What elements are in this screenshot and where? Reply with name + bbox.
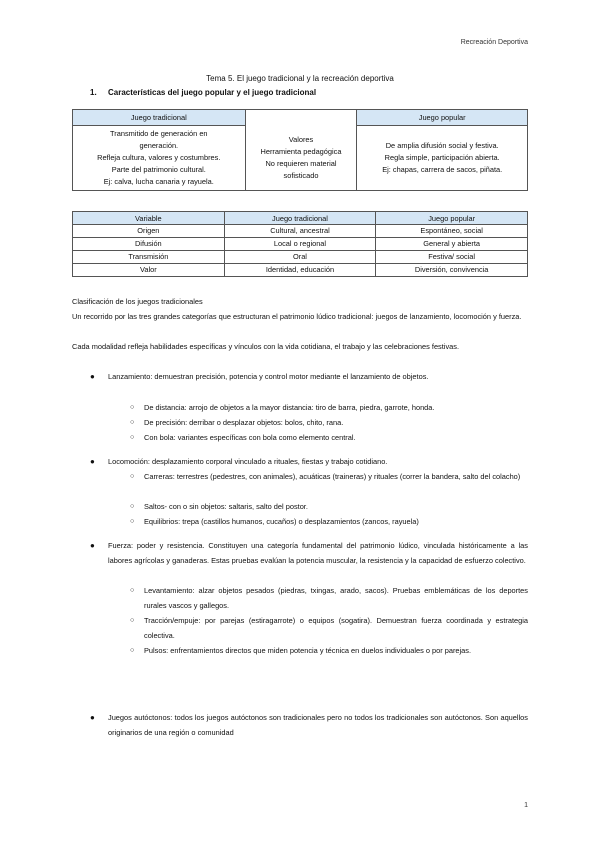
table1-line: generación. [139, 141, 179, 150]
table2-header: Juego tradicional [224, 212, 376, 225]
table2-cell: Espontáneo, social [376, 225, 528, 238]
circle-bullet-icon: ○ [130, 617, 135, 624]
table2-cell: Local o regional [224, 238, 376, 251]
table1-line: Parte del patrimonio cultural. [111, 165, 206, 174]
sub-item-text: Saltos- con o sin objetos: saltaris, salto del postor. [144, 502, 308, 511]
circle-bullet-icon: ○ [130, 518, 135, 525]
table1-line: Ej: chapas, carrera de sacos, piñata. [382, 165, 503, 174]
table1-header-tradicional: Juego tradicional [73, 110, 246, 126]
table-row [73, 264, 528, 277]
circle-bullet-icon: ○ [130, 419, 135, 426]
sub-item-text: Tracción/empuje: por parejas (estiragarrote) o equipos (sogatira). Demuestran fuerza coordinada y estrategia colectiva. [144, 616, 528, 640]
table1-cell-common [245, 126, 357, 191]
circle-bullet-icon: ○ [130, 647, 135, 654]
table1-line: Valores [288, 134, 314, 144]
classification-paragraph-1: Un recorrido por las tres grandes categorías que estructuran el patrimonio lúdico tradicional: juegos de lanzamiento, locomoción y fuerza. [72, 312, 522, 321]
list-item [130, 415, 528, 430]
table2-cell: Oral [224, 251, 376, 264]
table2-cell: Origen [73, 225, 225, 238]
table-row [73, 251, 528, 264]
table2-cell: Valor [73, 264, 225, 277]
table1-header-popular: Juego popular [357, 110, 528, 126]
bullet-text: Fuerza: poder y resistencia. Constituyen una categoría fundamental del patrimonio lúdico, vinculada históricamente a las labores agrícolas y ganaderas. Estas pruebas evalúan la potencia muscular, la resistencia y la capacidad de esfuerzo colectivo. [108, 541, 528, 565]
section-title: Características del juego popular y el juego tradicional [108, 88, 317, 97]
comparison-table-variables [72, 211, 528, 277]
list-item-fuerza [90, 538, 528, 568]
circle-bullet-icon: ○ [130, 587, 135, 594]
circle-bullet-icon: ○ [130, 503, 135, 510]
list-item [130, 499, 528, 514]
sub-item-text: Carreras: terrestres (pedestres, con animales), acuáticas (traineras) y rituales (correr la bandera, salto del colacho) [144, 472, 521, 481]
section-heading [90, 88, 316, 97]
bullet-icon: ● [90, 372, 95, 381]
circle-bullet-icon: ○ [130, 434, 135, 441]
sub-item-text: De precisión: derribar o desplazar objetos: bolos, chito, rana. [144, 418, 344, 427]
list-item [130, 469, 528, 484]
table2-cell: Festiva/ social [376, 251, 528, 264]
page-number: 1 [524, 802, 528, 809]
table2-cell: Diversión, convivencia [376, 264, 528, 277]
list-item-locomocion [90, 454, 528, 469]
table2-header: Variable [73, 212, 225, 225]
bullet-text: Juegos autóctonos: todos los juegos autóctonos son tradicionales pero no todos los tradicionales son autóctonos. Son aquellos originarios de una región o comunidad [108, 713, 528, 737]
table1-line: Herramienta pedagógica [260, 146, 342, 156]
table2-header: Juego popular [376, 212, 528, 225]
sub-item-text: Con bola: variantes específicas con bola como elemento central. [144, 433, 356, 442]
list-item [130, 643, 528, 658]
table1-cell-tradicional [73, 126, 246, 191]
table1-line: Regla simple, participación abierta. [384, 153, 500, 162]
section-number: 1. [90, 88, 97, 97]
table2-cell: Cultural, ancestral [224, 225, 376, 238]
running-header: Recreación Deportiva [460, 39, 528, 46]
list-item-lanzamiento [90, 369, 528, 384]
bullet-icon: ● [90, 541, 95, 550]
table2-cell: Difusión [73, 238, 225, 251]
table1-line: Ej: calva, lucha canaria y rayuela. [103, 177, 214, 186]
list-item [130, 400, 528, 415]
sub-item-text: De distancia: arrojo de objetos a la mayor distancia: tiro de barra, piedra, garrote, honda. [144, 403, 435, 412]
list-item [130, 514, 528, 529]
bullet-icon: ● [90, 713, 95, 722]
bullet-icon: ● [90, 457, 95, 466]
sub-item-text: Levantamiento: alzar objetos pesados (piedras, txingas, arado, sacos). Pruebas emblemáticas de los deportes rurales vascos y gallegos. [144, 586, 528, 610]
bullet-text: Lanzamiento: demuestran precisión, potencia y control motor mediante el lanzamiento de objetos. [108, 372, 429, 381]
table2-cell: Transmisión [73, 251, 225, 264]
table1-cell-popular [357, 126, 528, 191]
table1-line: Refleja cultura, valores y costumbres. [97, 153, 221, 162]
classification-heading: Clasificación de los juegos tradicionales [72, 297, 203, 306]
sub-item-text: Equilibrios: trepa (castillos humanos, cucaños) o desplazamientos (zancos, rayuela) [144, 517, 419, 526]
sub-item-text: Pulsos: enfrentamientos directos que miden potencia y técnica en duelos individuales o por parejas. [144, 646, 472, 655]
comparison-table-features [72, 109, 528, 191]
classification-paragraph-2: Cada modalidad refleja habilidades específicas y vínculos con la vida cotidiana, el trabajo y las celebraciones festivas. [72, 342, 459, 351]
circle-bullet-icon: ○ [130, 404, 135, 411]
table1-line: De amplia difusión social y festiva. [385, 141, 499, 150]
document-title: Tema 5. El juego tradicional y la recreación deportiva [206, 74, 394, 83]
list-item-autoctonos [90, 710, 528, 740]
table2-cell: Identidad, educación [224, 264, 376, 277]
list-item [130, 430, 528, 445]
table1-line: sofisticado [283, 170, 319, 180]
circle-bullet-icon: ○ [130, 473, 135, 480]
table1-line: No requieren material [265, 158, 337, 168]
bullet-text: Locomoción: desplazamiento corporal vinculado a rituales, fiestas y trabajo cotidiano. [108, 457, 388, 466]
table1-line: Transmitido de generación en [110, 129, 208, 138]
table1-header-empty [245, 110, 357, 126]
table-row [73, 238, 528, 251]
list-item [130, 613, 528, 643]
table-row [73, 225, 528, 238]
list-item [130, 583, 528, 613]
table2-cell: General y abierta [376, 238, 528, 251]
